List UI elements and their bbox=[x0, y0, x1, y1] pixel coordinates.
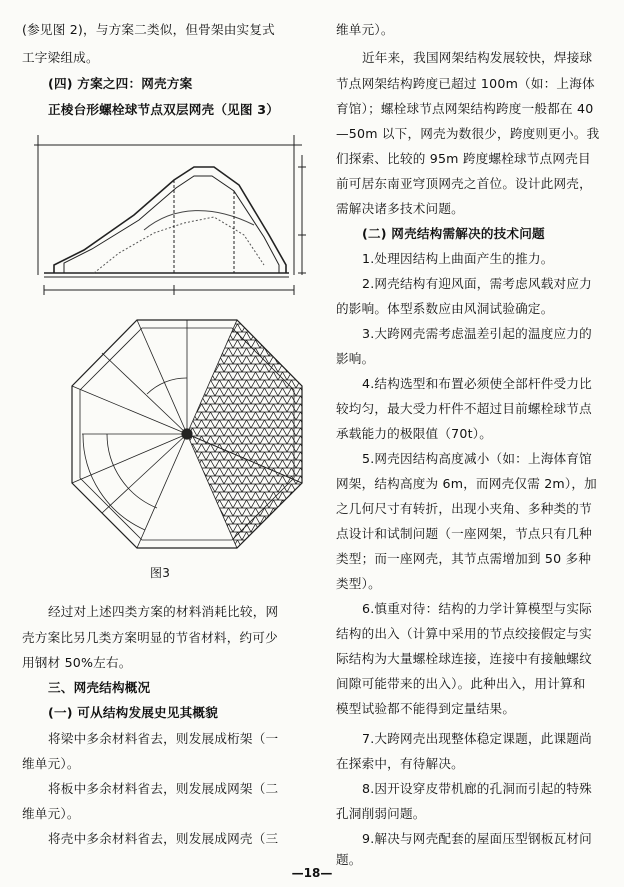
dev-line-1: 将梁中多余材料省去，则发展成桁架（一 bbox=[48, 731, 279, 746]
section3-heading: 三、网壳结构概况 bbox=[48, 680, 151, 695]
status-line-7: 需解决诸多技术问题。 bbox=[336, 201, 464, 216]
dev-line-2: 维单元）。 bbox=[22, 756, 80, 771]
problem-5-line-5: 类型；而一座网壳，其节点需增加到 50 多种 bbox=[336, 551, 592, 566]
status-line-6: 前可居东南亚穹顶网壳之首位。设计此网壳， bbox=[336, 176, 592, 191]
intro-line-2: 工字梁组成。 bbox=[22, 50, 99, 65]
shell-elevation-drawing bbox=[24, 125, 316, 300]
problem-5-line-1: 5.网壳因结构高度减小（如：上海体育馆 bbox=[362, 451, 592, 466]
status-line-1: 近年来，我国网架结构发展较快，焊接球 bbox=[362, 50, 593, 65]
problem-8-line-2: 孔洞削弱问题。 bbox=[336, 806, 426, 821]
scheme4-subheading: 正棱台形螺栓球节点双层网壳（见图 3） bbox=[48, 102, 280, 117]
intro-line-1: (参见图 2)，与方案二类似，但骨架由实复式 bbox=[22, 22, 275, 37]
problem-5-line-3: 之几何尺寸有转折，出现小夹角、多种类的节 bbox=[336, 501, 592, 516]
problem-3-line-2: 影响。 bbox=[336, 351, 375, 366]
problem-4-line-1: 4.结构选型和布置必须使全部杆件受力比 bbox=[362, 376, 592, 391]
shell-plan-drawing bbox=[62, 308, 312, 556]
conclusion-line-3: 用钢材 50%左右。 bbox=[22, 655, 132, 670]
status-line-2: 节点网架结构跨度已超过 100m（如：上海体 bbox=[336, 76, 595, 91]
problem-9-line-1: 9.解决与网壳配套的屋面压型钢板瓦材问 bbox=[362, 831, 592, 846]
problem-3-line-1: 3.大跨网壳需考虑温差引起的温度应力的 bbox=[362, 326, 592, 341]
figure-caption: 图3 bbox=[150, 566, 171, 580]
problem-6-line-1: 6.慎重对待：结构的力学计算模型与实际 bbox=[362, 601, 592, 616]
problem-6-line-4: 间隙可能带来的出入）。此种出入，用计算和 bbox=[336, 676, 586, 691]
problem-9-line-2: 题。 bbox=[336, 852, 362, 867]
problem-5-line-4: 点设计和试制问题（一座网架，节点只有几种 bbox=[336, 526, 592, 541]
status-line-4: —50m 以下，网壳为数很少，跨度则更小。我 bbox=[336, 126, 600, 141]
dev-line-3: 将板中多余材料省去，则发展成网架（二 bbox=[48, 781, 279, 796]
problem-7-line-2: 在探索中，有待解决。 bbox=[336, 756, 464, 771]
problem-1-line-1: 1.处理因结构上曲面产生的推力。 bbox=[362, 251, 554, 266]
conclusion-line-1: 经过对上述四类方案的材料消耗比较，网 bbox=[48, 604, 279, 619]
status-line-5: 们探索、比较的 95m 跨度螺栓球节点网壳目 bbox=[336, 151, 591, 166]
problem-6-line-5: 模型试验都不能得到定量结果。 bbox=[336, 701, 516, 716]
conclusion-line-2: 壳方案比另几类方案明显的节省材料，约可少 bbox=[22, 630, 278, 645]
problem-5-line-2: 网架，结构高度为 6m，而网壳仅需 2m），加 bbox=[336, 476, 597, 491]
problem-2-line-2: 的影响。体型系数应由风洞试验确定。 bbox=[336, 301, 554, 316]
problem-7-line-1: 7.大跨网壳出现整体稳定课题，此课题尚 bbox=[362, 731, 592, 746]
problem-4-line-2: 较均匀，最大受力杆件不超过目前螺栓球节点 bbox=[336, 401, 592, 416]
problem-2-line-1: 2.网壳结构有迎风面，需考虑风载对应力 bbox=[362, 276, 592, 291]
dev-line-4: 维单元）。 bbox=[22, 806, 80, 821]
dev-line-5: 将壳中多余材料省去，则发展成网壳（三 bbox=[48, 831, 279, 846]
problem-6-line-2: 结构的出入（计算中采用的节点绞接假定与实 bbox=[336, 626, 592, 641]
section3-sub1: (一) 可从结构发展史见其概貌 bbox=[48, 705, 219, 720]
scheme4-heading: (四) 方案之四：网壳方案 bbox=[48, 76, 193, 91]
problem-4-line-3: 承载能力的极限值（70t）。 bbox=[336, 426, 492, 441]
problem-5-line-6: 类型）。 bbox=[336, 576, 381, 591]
status-line-3: 育馆）；螺栓球节点网架结构跨度一般都在 40 bbox=[336, 101, 594, 116]
problem-8-line-1: 8.因开设穿皮带机廊的孔洞而引起的特殊 bbox=[362, 781, 592, 796]
problem-6-line-3: 际结构为大量螺栓球连接，连接中有接触螺纹 bbox=[336, 651, 592, 666]
page-number: —18— bbox=[291, 866, 333, 880]
cont-line: 维单元）。 bbox=[336, 22, 394, 37]
section3-sub2: (二) 网壳结构需解决的技术问题 bbox=[362, 226, 545, 241]
